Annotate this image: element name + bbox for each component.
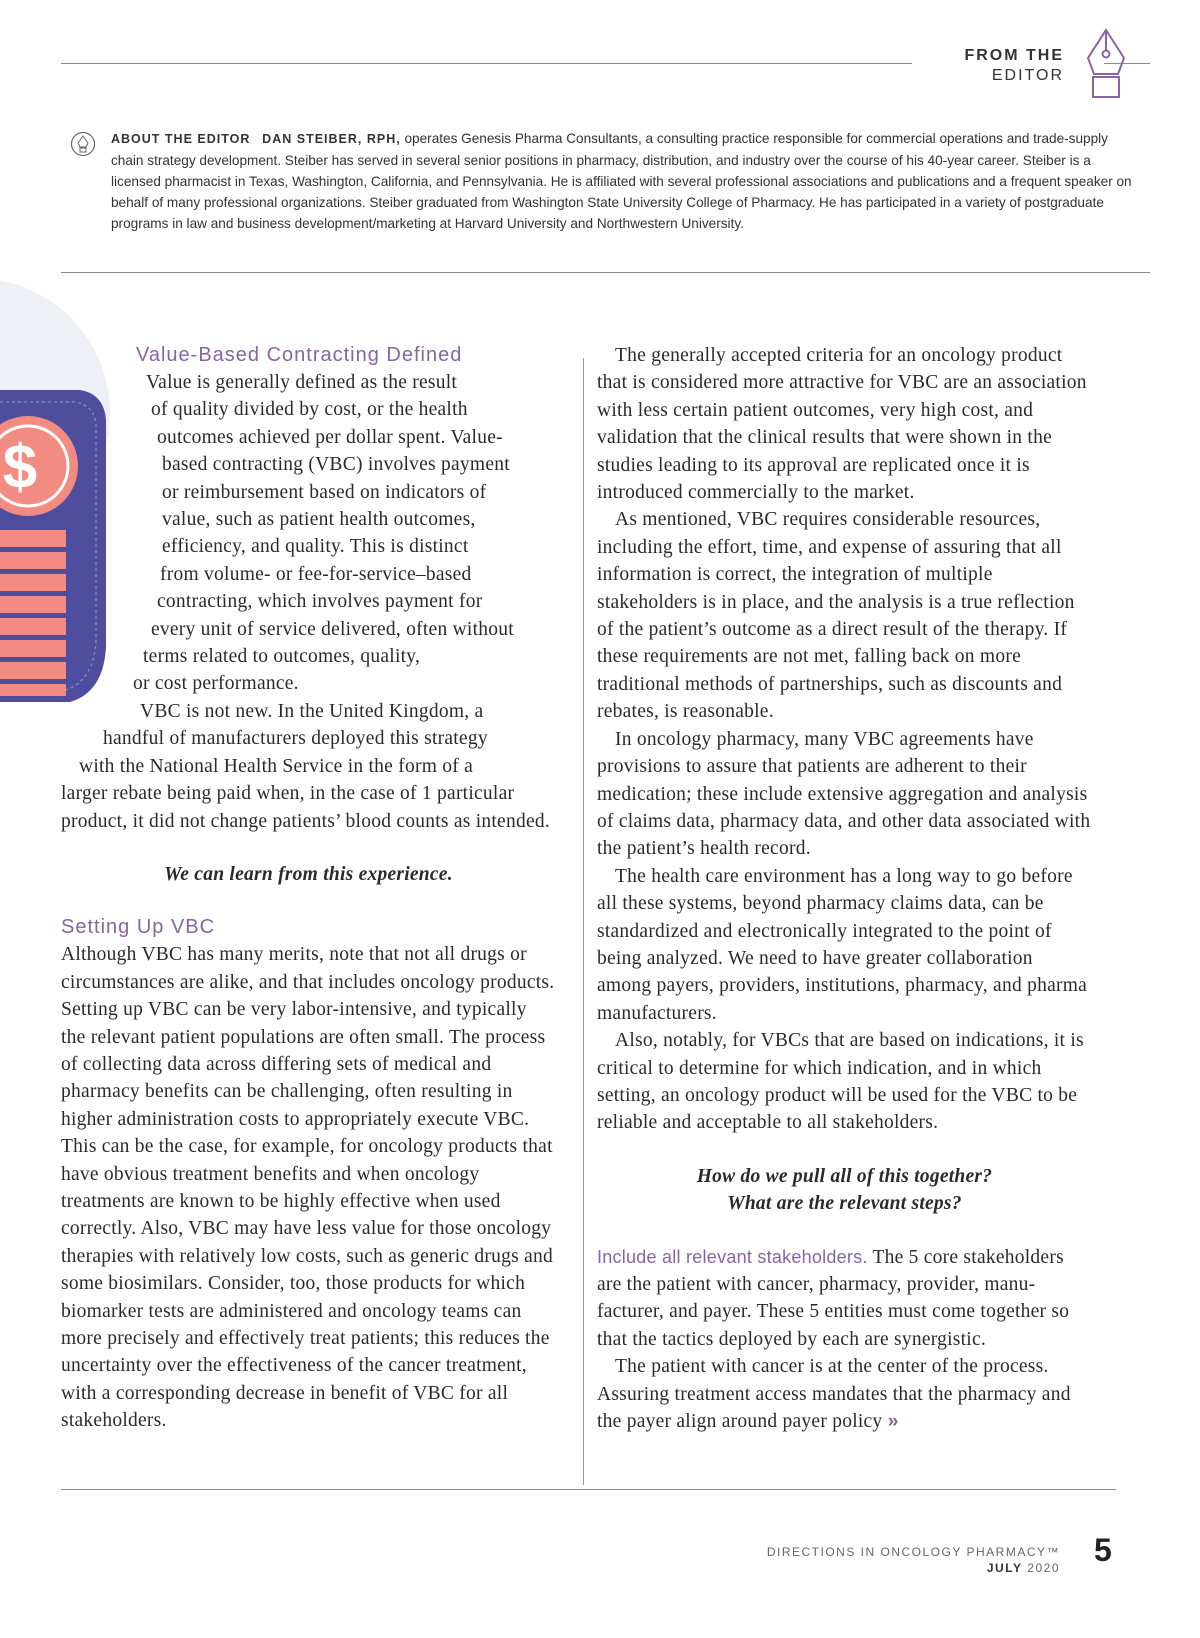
paragraph: As mentioned, VBC requires considerable resources, including the effort, time, and expense of assuring that all information is correct, the integration of multiple stakeholders is in place, and the analysis is a true reflection of the patient’s outcome as a direct result of the therapy. If these requirements are not met, falling back on more traditional methods of partnerships, such as discounts and rebates, is reasonable. — [597, 509, 1075, 723]
paragraph — [597, 1244, 1092, 1354]
heading-value-based-contracting: Value-Based Contracting Defined — [136, 344, 463, 366]
page-number: 5 — [1094, 1532, 1112, 1568]
intro-line: terms related to outcomes, quality, — [143, 646, 421, 668]
intro-line: efficiency, and quality. This is distinct — [162, 536, 469, 558]
heading-include-stakeholders: Include all relevant stakeholders. — [597, 1246, 868, 1267]
paragraph — [597, 1353, 1092, 1435]
header-rule-left — [61, 63, 912, 64]
intro-line: every unit of service delivered, often without — [151, 618, 514, 640]
paragraph-text: The patient with cancer is at the center of the process. Assuring treatment access mandates that the pharmacy and the payer align around payer policy — [597, 1356, 1071, 1433]
about-text: operates Genesis Pharma Consultants, a consulting practice responsible for commercial operations and trade-supply chain strategy development. Steiber has served in several senior positions in pharmacy, distribution, and industry over the course of his 40-year career. Steiber is a licensed pharmacist in Texas, Washington, California, and Pennsylvania. He is affiliated with several professional associations and publications and a frequent speaker on behalf of many professional organizations. Steiber graduated from Washington State University College of Pharmacy. He has participated in a variety of postgraduate programs in law and business development/marketing at Harvard University and Northwestern University. — [111, 131, 1132, 231]
column-divider — [583, 358, 584, 1485]
paragraph: Although VBC has many merits, note that not all drugs or circumstances are alike, and that includes oncology products. Setting up VBC can be very labor-intensive, and typically the relevant patient populations are often small. The process of collecting data across differing sets of medical and pharmacy benefits can be challenging, often resulting in higher administration costs to appropriately execute VBC. This can be the case, for example, for oncology products that have obvious treatment benefits and when oncology treatments are known to be highly effective when used correctly. Also, VBC may have less value for those oncology therapies with relatively low costs, such as generic drugs and some biosimilars. Consider, too, those products for which biomarker tests are administered and oncology teams can more precisely and effectively treat patients; this reduces the uncertainty over the effectiveness of the cancer treatment, with a corresponding decrease in benefit of VBC for all stakeholders. — [61, 944, 555, 1432]
paragraph: The health care environment has a long way to go before all these systems, beyond pharmacy claims data, can be standardized and electronically integrated to the point of being analyzed. We need to have greater collaboration among payers, providers, institutions, pharmacy, and pharma manufacturers. — [597, 865, 1088, 1024]
intro-line: of quality divided by cost, or the health — [151, 399, 468, 421]
heading-setting-up-vbc: Setting Up VBC — [61, 916, 216, 939]
intro-line: value, such as patient health outcomes, — [162, 509, 476, 531]
svg-text:$: $ — [2, 433, 38, 502]
intro-line: based contracting (VBC) involves payment — [162, 454, 510, 476]
paragraph-text: The 5 core stakeholders are the patient with cancer, pharmacy, provider, manufacturer, and payer. These 5 entities must come together so that the tactics deployed by each are synergistic. — [597, 1246, 1070, 1350]
editor-badge-icon — [70, 130, 96, 158]
intro-line: or reimbursement based on indicators of — [162, 481, 487, 503]
left-column — [61, 342, 556, 1435]
right-column — [597, 342, 1092, 1435]
intro-line: outcomes achieved per dollar spent. Value- — [157, 426, 503, 448]
about-rule — [61, 272, 1150, 273]
footer-rule — [61, 1489, 1116, 1490]
paragraph: Also, notably, for VBCs that are based on indications, it is critical to determine for which indication, and in which setting, an oncology product will be used for the VBC to be reliable and acceptable to all stakeholders. — [597, 1030, 1084, 1134]
paragraph: In oncology pharmacy, many VBC agreements have provisions to assure that patients are adherent to their medication; these include extensive aggregation and analysis of claims data, pharmacy data, and other data associated with the patient’s health record. — [597, 728, 1091, 860]
editor-name: DAN STEIBER, RPH, — [262, 132, 401, 146]
paragraph: The generally accepted criteria for an oncology product that is considered more attractive for VBC are an association with less certain patient outcomes, very high cost, and validation that the clinical results that were shown in the studies leading to its approval are replicated once it is introduced commercially to the market. — [597, 345, 1087, 504]
about-label: ABOUT THE EDITOR — [111, 132, 251, 146]
paragraph: larger rebate being paid when, in the case of 1 particular product, it did not change patients’ blood counts as intended. — [61, 783, 550, 832]
section-label-line1: FROM THE — [964, 47, 1064, 64]
pull-quote-line: What are the relevant steps? — [727, 1193, 962, 1215]
footer-publication — [767, 1544, 1060, 1576]
intro-line: from volume- or fee-for-service–based — [160, 563, 472, 585]
issue-year: 2020 — [1027, 1561, 1060, 1575]
intro-line: Value is generally defined as the result — [146, 372, 458, 393]
continued-arrow-icon: » — [887, 1410, 899, 1433]
issue-date — [987, 1561, 1060, 1575]
intro-line: with the National Health Service in the form of a — [79, 755, 474, 777]
pen-nib-icon — [1084, 28, 1128, 104]
intro-line: contracting, which involves payment for — [157, 591, 483, 613]
issue-month: JULY — [986, 1561, 1023, 1575]
about-the-editor — [111, 128, 1141, 234]
intro-line: or cost performance. — [133, 673, 299, 695]
publication-name: DIRECTIONS IN ONCOLOGY PHARMACY™ — [766, 1545, 1060, 1559]
intro-line: VBC is not new. In the United Kingdom, a — [140, 700, 484, 722]
section-label-line2: EDITOR — [991, 67, 1064, 84]
pull-quote-line: How do we pull all of this together? — [696, 1165, 993, 1187]
pull-quote: We can learn from this experience. — [164, 863, 453, 885]
section-label — [964, 46, 1064, 86]
intro-line: handful of manufacturers deployed this strategy — [103, 728, 488, 750]
pull-quote — [597, 1163, 1092, 1218]
